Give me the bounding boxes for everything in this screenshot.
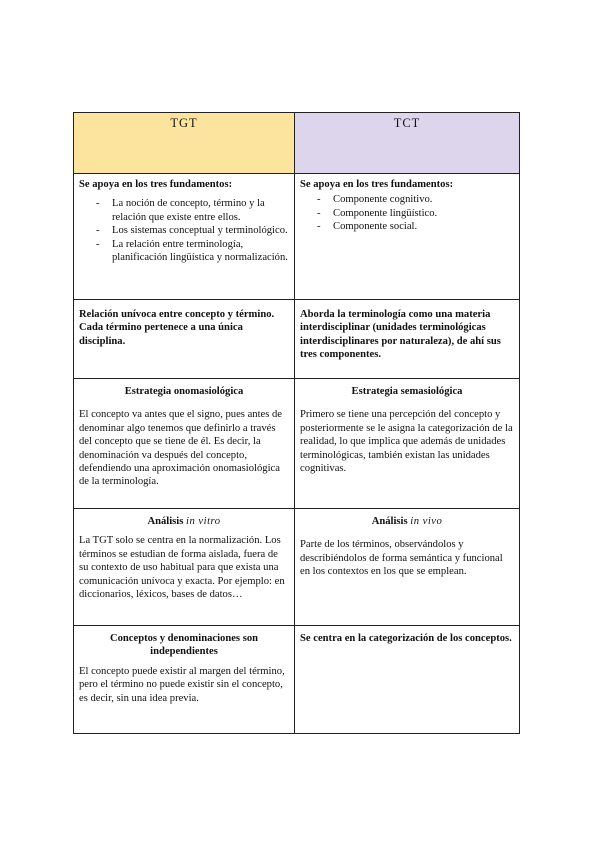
tgt-fundamentals-list xyxy=(79,197,289,264)
tct-analysis-heading-italic: in vivo xyxy=(410,516,443,527)
tct-concepts-cell: Se centra en la categorización de los conceptos. xyxy=(295,626,520,734)
tct-analysis-heading-bold: Análisis xyxy=(371,516,408,527)
header-tct: TCT xyxy=(295,113,520,174)
table-row xyxy=(74,626,520,734)
tgt-relation-cell: Relación unívoca entre concepto y término. Cada término pertenece a una única disciplina. xyxy=(74,300,295,379)
tct-fundamentals-title: Se apoya en los tres fundamentos: xyxy=(300,179,454,190)
tgt-analysis-heading xyxy=(79,515,289,528)
list-item: - Los sistemas conceptual y terminológico. xyxy=(79,224,289,237)
tct-fundamentals-list xyxy=(300,193,514,233)
tgt-strategy-text: El concepto va antes que el signo, pues antes de denominar algo tenemos que definirlo a través del concepto que se tiene de él. Es decir, la denominación va después del concepto, defendiendo una aproximación onomasiológica de la terminología. xyxy=(79,409,282,488)
tct-analysis-cell xyxy=(295,509,520,626)
tgt-concepts-cell xyxy=(74,626,295,734)
table-row xyxy=(74,509,520,626)
table-row xyxy=(74,379,520,509)
tgt-analysis-text: La TGT solo se centra en la normalización. Los términos se estudian de forma aislada, fuera de su contexto de uso habitual para que exista una comunicación unívoca y exacta. Por ejemplo: en diccionarios, léxicos, bases de datos… xyxy=(79,535,285,601)
tgt-strategy-heading: Estrategia onomasiológica xyxy=(124,386,244,397)
header-row xyxy=(74,113,520,174)
tgt-concepts-heading: Conceptos y denominaciones son independientes xyxy=(109,633,259,658)
list-item: - La noción de concepto, término y la relación que existe entre ellos. xyxy=(79,197,289,224)
list-item: - Componente lingüístico. xyxy=(300,207,514,220)
list-item: - Componente social. xyxy=(300,220,514,233)
tgt-analysis-heading-bold: Análisis xyxy=(147,516,184,527)
tct-fundamentals-cell xyxy=(295,174,520,300)
table-row xyxy=(74,174,520,300)
tgt-concepts-text: El concepto puede existir al margen del término, pero el término no puede existir sin el concepto, es decir, sin una idea previa. xyxy=(79,665,285,704)
table-row xyxy=(74,300,520,379)
tct-strategy-cell xyxy=(295,379,520,509)
header-tgt: TGT xyxy=(74,113,295,174)
comparison-table xyxy=(73,112,520,734)
tgt-strategy-cell xyxy=(74,379,295,509)
list-item: - La relación entre terminología, planificación lingüística y normalización. xyxy=(79,238,289,265)
tgt-fundamentals-title: Se apoya en los tres fundamentos: xyxy=(79,179,233,190)
tct-analysis-heading xyxy=(300,515,514,528)
tct-analysis-text: Parte de los términos, observándolos y describiéndolos de forma semántica y funcional en los contextos en los que se emplean. xyxy=(300,539,503,578)
tct-strategy-heading: Estrategia semasiológica xyxy=(351,386,463,397)
tct-strategy-text: Primero se tiene una percepción del concepto y posteriormente se le asigna la categorización de la realidad, lo que implica que además de unidades terminológicas, también existan las unidades cognitivas. xyxy=(300,409,513,475)
tct-interdisciplinary-cell: Aborda la terminología como una materia interdisciplinar (unidades terminológicas interdisciplinares por naturaleza), de ahí sus tres componentes. xyxy=(295,300,520,379)
tgt-fundamentals-cell xyxy=(74,174,295,300)
tgt-analysis-heading-italic: in vitro xyxy=(186,516,221,527)
tgt-analysis-cell xyxy=(74,509,295,626)
list-item: - Componente cognitivo. xyxy=(300,193,514,206)
